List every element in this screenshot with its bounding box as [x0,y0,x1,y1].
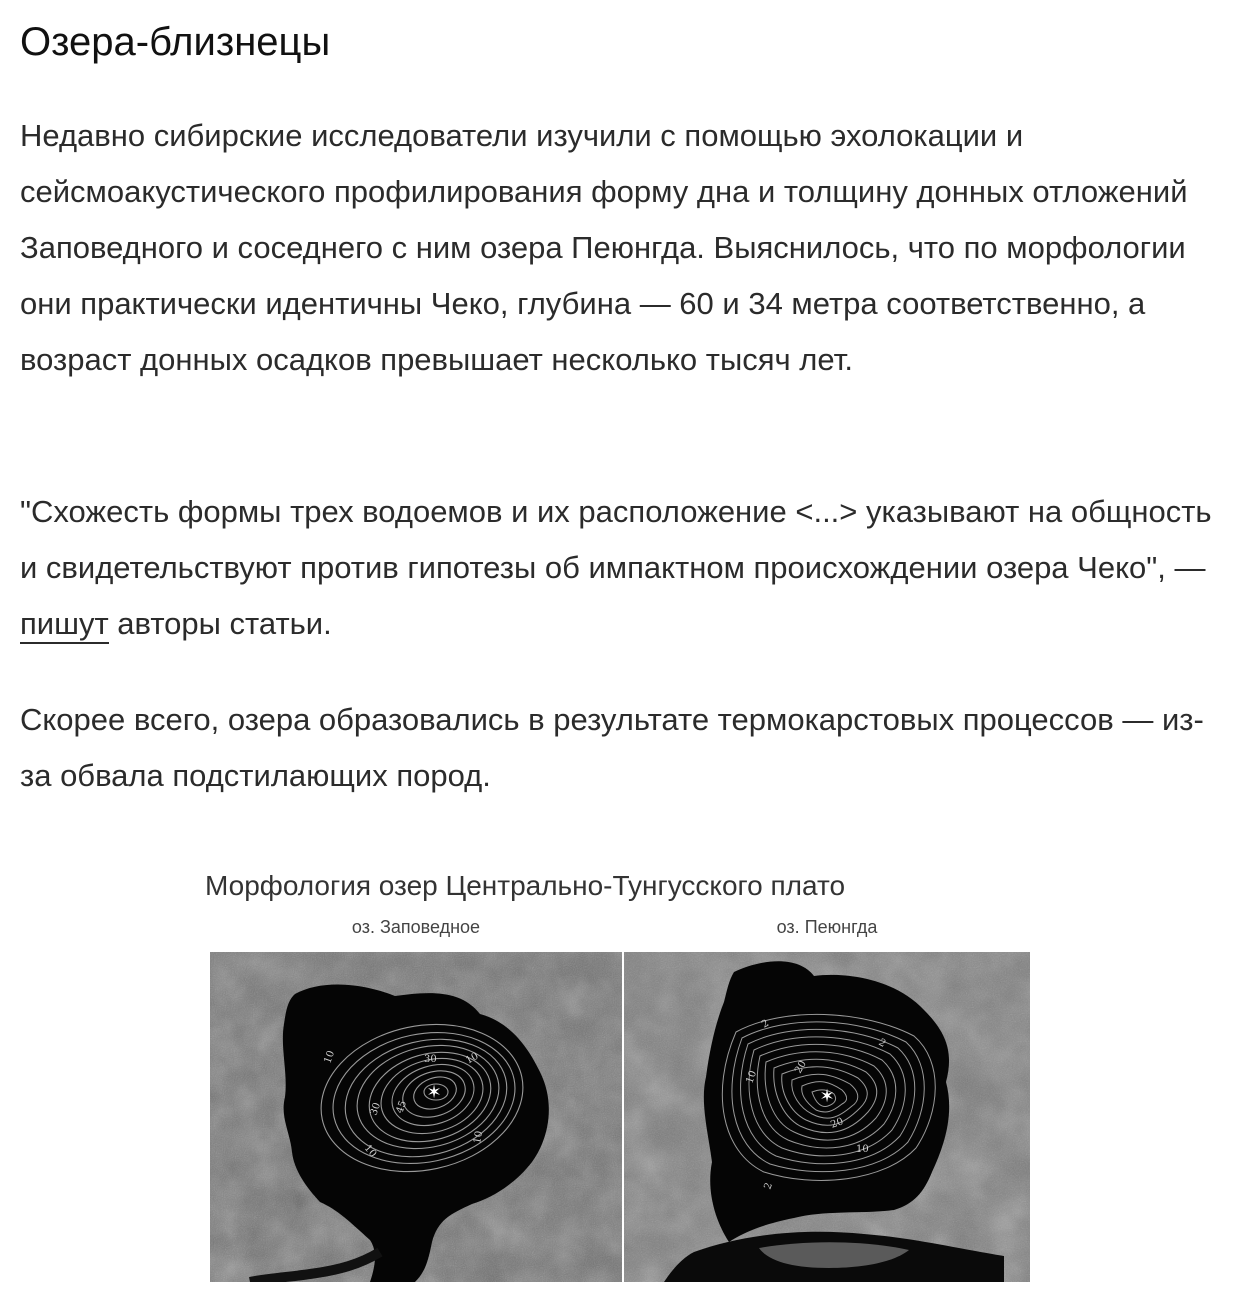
contour-label: 2 [876,1037,888,1050]
article-paragraph-1: Недавно сибирские исследователи изучили с помощью эхолокации и сейсмоакустического профилирования форму дна и толщину донных отложений Заповедного и соседнего с ним озера Пеюнгда. Выяснилось, что по морфологии они практически идентичны Чеко, глубина — 60 и 34 метра соответственно, а возраст донных осадков превышает несколько тысяч лет. [20,118,1188,377]
peyungda-bathymetry-map [624,952,1030,1282]
quote-text: "Схожесть формы трех водоемов и их расположение <...> указывают на общность и свидетельствуют против гипотезы об импактном происхождении озера Чеко", — [20,494,1212,585]
contour-label: 2 [760,1017,772,1031]
contour-label: 10 [744,1069,760,1086]
right-panel-label: оз. Пеюнгда [776,917,878,937]
article-heading: Озера-близнецы [20,20,331,64]
contour-label: 20 [793,1058,809,1076]
deepest-point-marker-icon: ✶ [426,1082,442,1102]
zapovednoe-bathymetry-map [210,952,622,1282]
contour-label: 2 [762,1181,775,1192]
article-paragraph-3: Скорее всего, озера образовались в результате термокарстовых процессов — из-за обвала подстилающих пород. [20,702,1204,793]
contour-label: 30 [368,1101,384,1118]
left-panel-label: оз. Заповедное [351,917,481,937]
contour-label: 45 [394,1099,410,1116]
deepest-point-marker-icon: ✶ [819,1086,835,1106]
zapovednoe-map-svg [210,952,622,1282]
contour-label: 20 [829,1116,845,1131]
contour-label: 10 [361,1142,379,1160]
contour-label: 10 [472,1130,486,1145]
contour-label: 30 [424,1054,437,1065]
lake-morphology-figure [205,864,1035,1289]
quote-attribution: авторы статьи. [108,606,332,641]
figure-title: Морфология озер Центрально-Тунгусского плато [205,870,846,901]
peyungda-map-svg [624,952,1030,1282]
article-paragraph-2 [20,484,1230,652]
contour-label: 10 [856,1144,869,1155]
contour-label: 10 [464,1050,481,1067]
contour-label: 10 [322,1049,338,1066]
source-link[interactable]: пишут [20,606,109,644]
